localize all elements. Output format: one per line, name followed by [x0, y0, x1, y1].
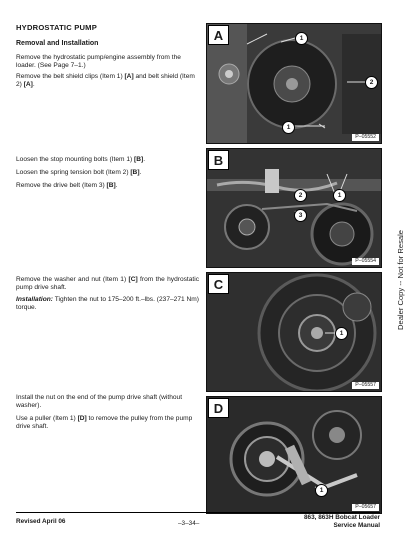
figure-d-callout-1: 1 [315, 484, 328, 497]
figure-b-callout-3: 3 [294, 209, 307, 222]
figure-b-letter: B [208, 150, 229, 170]
footer-revised: Revised April 06 [16, 518, 66, 525]
figure-b-code: P–05554 [352, 258, 379, 265]
figure-c-letter: C [208, 274, 229, 294]
step-d-paragraph-2: Use a puller (Item 1) [D] to remove the pulley from the pump drive shaft. [16, 415, 193, 431]
figure-a-photo [206, 23, 382, 144]
figure-a-code: P–05552 [352, 134, 379, 141]
step-c-paragraph-2: Installation: Tighten the nut to 175–200 ft.–lbs. (237–271 Nm) torque. [16, 296, 199, 312]
step-a-paragraph-1: Remove the hydrostatic pump/engine assembly from the loader. (See Page 7–1.) [16, 54, 181, 70]
figure-b-callout-2: 2 [294, 189, 307, 202]
figure-a-callout-3: 1 [282, 121, 295, 134]
figure-c-code: P–05557 [352, 382, 379, 389]
figure-d-code: P–05657 [352, 504, 379, 511]
footer-model: 863, 863H Bobcat Loader [303, 514, 380, 521]
figure-a-letter: A [208, 25, 229, 45]
figure-b-illustration [207, 149, 381, 267]
figure-c-illustration [207, 273, 381, 391]
footer-manual: Service Manual [333, 522, 380, 529]
step-b-paragraph-3: Remove the drive belt (Item 3) [B]. [16, 182, 118, 189]
step-b-paragraph-1: Loosen the stop mounting bolts (Item 1) [B]. [16, 156, 146, 163]
step-d-paragraph-1: Install the nut on the end of the pump drive shaft (without washer). [16, 394, 183, 410]
step-a-paragraph-2: Remove the belt shield clips (Item 1) [A] and belt shield (Item 2) [A]. [16, 73, 195, 89]
figure-d-illustration [207, 397, 381, 513]
figure-c-callout-1: 1 [335, 327, 348, 340]
step-b-paragraph-2: Loosen the spring tension bolt (Item 2) [B]. [16, 169, 142, 176]
section-title: HYDROSTATIC PUMP [16, 23, 97, 32]
figure-c-photo [206, 272, 382, 392]
figure-a-callout-2: 2 [365, 76, 378, 89]
footer-page-number: –3–34– [178, 520, 200, 527]
step-c-paragraph-1: Remove the washer and nut (Item 1) [C] from the hydrostatic pump drive shaft. [16, 276, 199, 292]
figure-d-letter: D [208, 398, 229, 418]
dealer-copy-side-text: Dealer Copy -- Not for Resale [396, 229, 405, 331]
figure-a-callout-1: 1 [295, 32, 308, 45]
subtitle: Removal and Installation [16, 40, 99, 47]
figure-b-photo [206, 148, 382, 268]
footer-divider [16, 512, 380, 513]
figure-d-photo [206, 396, 382, 514]
figure-b-callout-1: 1 [333, 189, 346, 202]
